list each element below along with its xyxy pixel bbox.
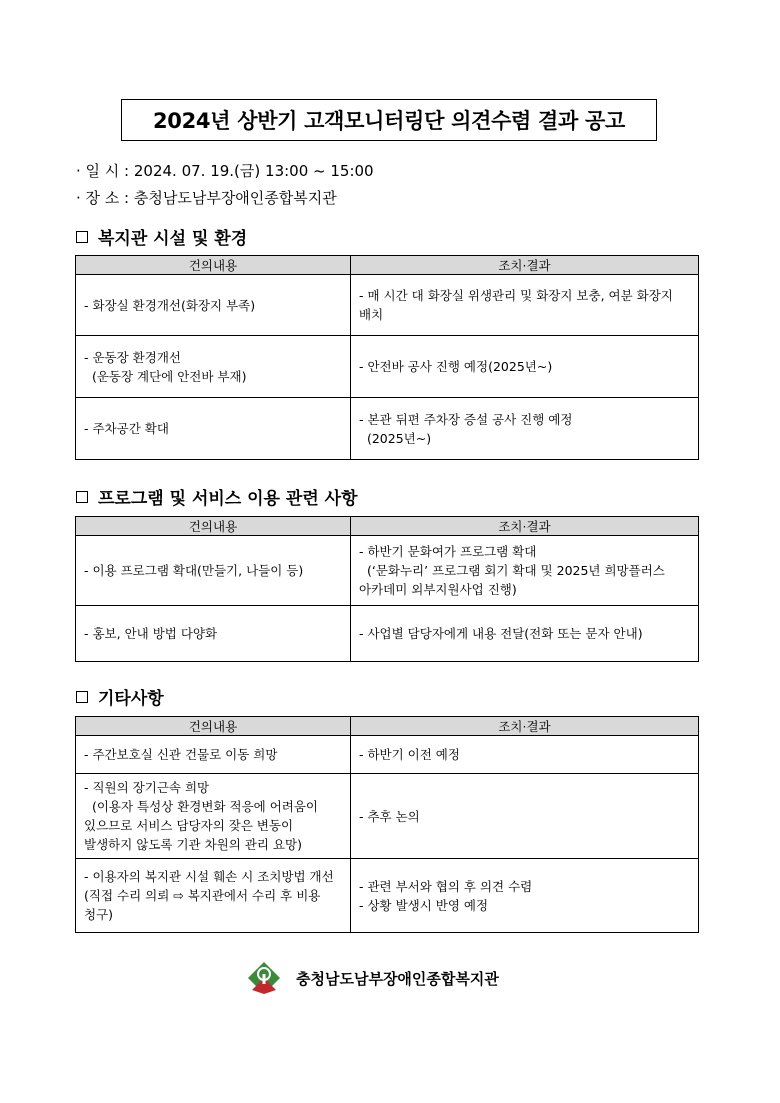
request-cell: - 주차공간 확대 <box>76 398 351 460</box>
request-cell: - 화장실 환경개선(화장지 부족) <box>76 275 351 336</box>
table-programs <box>75 516 699 662</box>
table-row <box>76 336 699 398</box>
organization-name: 충청남도남부장애인종합복지관 <box>296 969 499 988</box>
column-header-action: 조치·결과 <box>351 517 699 536</box>
table-row <box>76 536 699 606</box>
table-facilities <box>75 255 699 460</box>
square-bullet-icon <box>76 231 88 243</box>
action-cell: - 추후 논의 <box>351 774 699 859</box>
column-header-request: 건의내용 <box>76 517 351 536</box>
column-header-action: 조치·결과 <box>351 256 699 275</box>
action-cell: - 매 시간 대 화장실 위생관리 및 화장지 보충, 여분 화장지 배치 <box>351 275 699 336</box>
request-cell: - 이용자의 복지관 시설 훼손 시 조치방법 개선(직접 수리 의뢰 ⇨ 복지관에서 수리 후 비용 청구) <box>76 859 351 933</box>
request-cell: - 주간보호실 신관 건물로 이동 희망 <box>76 736 351 774</box>
section-title-text: 프로그램 및 서비스 이용 관련 사항 <box>98 489 358 509</box>
request-cell: - 홍보, 안내 방법 다양화 <box>76 606 351 662</box>
action-cell: - 본관 뒤편 주차장 증설 공사 진행 예정 (2025년~) <box>351 398 699 460</box>
action-cell: - 관련 부서와 협의 후 의견 수렴 - 상황 발생시 반영 예정 <box>351 859 699 933</box>
request-cell: - 이용 프로그램 확대(만들기, 나들이 등) <box>76 536 351 606</box>
table-etc <box>75 716 699 933</box>
table-row <box>76 398 699 460</box>
table-row <box>76 275 699 336</box>
square-bullet-icon <box>76 491 88 503</box>
request-cell: - 운동장 환경개선 (운동장 계단에 안전바 부재) <box>76 336 351 398</box>
table-row <box>76 859 699 933</box>
table-row <box>76 774 699 859</box>
action-cell: - 사업별 담당자에게 내용 전달(전화 또는 문자 안내) <box>351 606 699 662</box>
square-bullet-icon <box>76 691 88 703</box>
action-cell: - 안전바 공사 진행 예정(2025년~) <box>351 336 699 398</box>
info-date: · 일 시 : 2024. 07. 19.(금) 13:00 ~ 15:00 <box>76 162 374 180</box>
column-header-action: 조치·결과 <box>351 717 699 736</box>
column-header-request: 건의내용 <box>76 717 351 736</box>
document-title: 2024년 상반기 고객모니터링단 의견수렴 결과 공고 <box>121 99 657 141</box>
action-cell: - 하반기 이전 예정 <box>351 736 699 774</box>
section-title-text: 기타사항 <box>98 689 164 709</box>
action-cell: - 하반기 문화여가 프로그램 확대 (‘문화누리’ 프로그램 회기 확대 및 2025년 희망플러스 아카데미 외부지원사업 진행) <box>351 536 699 606</box>
request-cell: - 직원의 장기근속 희망 (이용자 특성상 환경변화 적응에 어려움이 있으므로 서비스 담당자의 잦은 변동이 발생하지 않도록 기관 차원의 관리 요망) <box>76 774 351 859</box>
footer <box>246 960 499 996</box>
column-header-request: 건의내용 <box>76 256 351 275</box>
section-title-text: 복지관 시설 및 환경 <box>98 229 248 249</box>
section-title-programs <box>76 484 358 509</box>
section-title-facilities <box>76 224 247 249</box>
table-row <box>76 606 699 662</box>
section-title-etc <box>76 684 164 709</box>
info-place: · 장 소 : 충청남도남부장애인종합복지관 <box>76 189 337 207</box>
table-row <box>76 736 699 774</box>
organization-logo-icon <box>246 960 282 996</box>
